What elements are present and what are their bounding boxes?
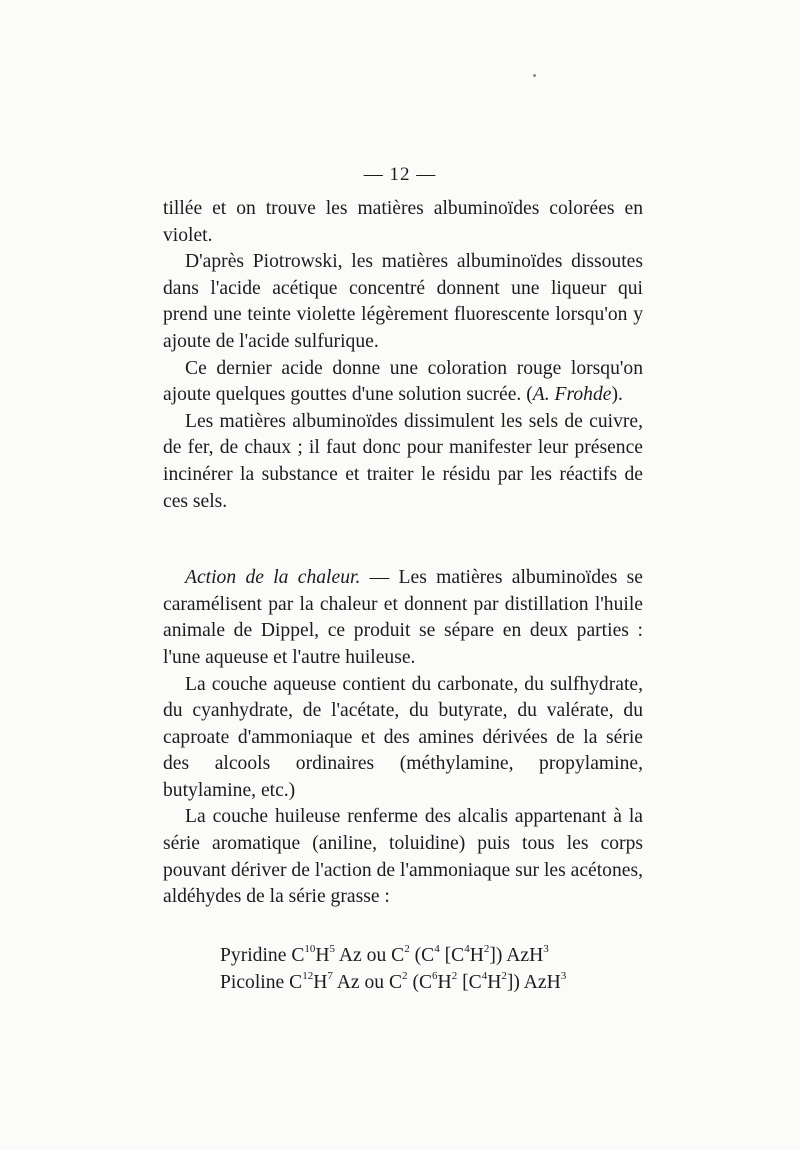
paragraph-sulfuric-acid	[163, 356, 643, 409]
author-citation: A. Frohde	[532, 384, 612, 406]
paragraph-text-end: ).	[611, 384, 623, 406]
page-number: — 12 —	[363, 164, 437, 185]
paragraph-heat-action	[163, 565, 643, 671]
section-title: Action de la chaleur.	[185, 567, 361, 589]
paragraph-piotrowski: D'après Piotrowski, les matières albuminoïdes dissoutes dans l'acide acétique concentré donnent une liqueur qui prend une teinte violette légèrement fluorescente lorsqu'on y ajoute de l'acide sulfurique.	[163, 251, 643, 352]
section-gap	[163, 515, 643, 565]
formula-pyridine: Pyridine $C^{10}H^5$ Az ou $C^2$ ($C^4$ $[C^4H^2]$) AzH$^3$	[220, 943, 549, 966]
paragraph-text: Ce dernier acide donne une coloration rouge lorsqu'on ajoute quelques gouttes d'une solution sucrée. (	[163, 357, 643, 406]
compound-name: Picoline	[220, 972, 285, 993]
chemical-formulas	[220, 942, 640, 996]
paragraph-salts: Les matières albuminoïdes dissimulent les sels de cuivre, de fer, de chaux ; il faut donc pour manifester leur présence incinérer la substance et traiter le résidu par les réactifs de ces sels.	[163, 410, 643, 512]
paragraph-text: — Les matières albuminoïdes se caramélisent par la chaleur et donnent par distillation l'huile animale de Dippel, ce produit se sépare en deux parties : l'une aqueuse et l'autre huileuse.	[163, 567, 643, 668]
paragraph-aqueous-layer: La couche aqueuse contient du carbonate, du sulfhydrate, du cyanhydrate, de l'acétate, du butyrate, du valérate, du caproate d'ammoniaque et des amines dérivées de la série des alcools ordinaires (méthylamine, propylamine, butylamine, etc.)	[163, 673, 643, 801]
compound-name: Pyridine	[220, 945, 287, 966]
body-text	[163, 196, 643, 911]
formula-picoline: Picoline $C^{12}H^7$ Az ou $C^2$ ($C^6H^2$ $[C^4H^2]$) AzH$^3$	[220, 970, 567, 993]
paragraph-oily-layer: La couche huileuse renferme des alcalis appartenant à la série aromatique (aniline, toluidine) puis tous les corps pouvant dériver de l'action de l'ammoniaque sur les acétones, aldéhydes de la série grasse :	[163, 806, 643, 908]
paragraph-continuation: tillée et on trouve les matières albuminoïdes colorées en violet.	[163, 198, 643, 246]
speck-mark	[533, 74, 536, 77]
